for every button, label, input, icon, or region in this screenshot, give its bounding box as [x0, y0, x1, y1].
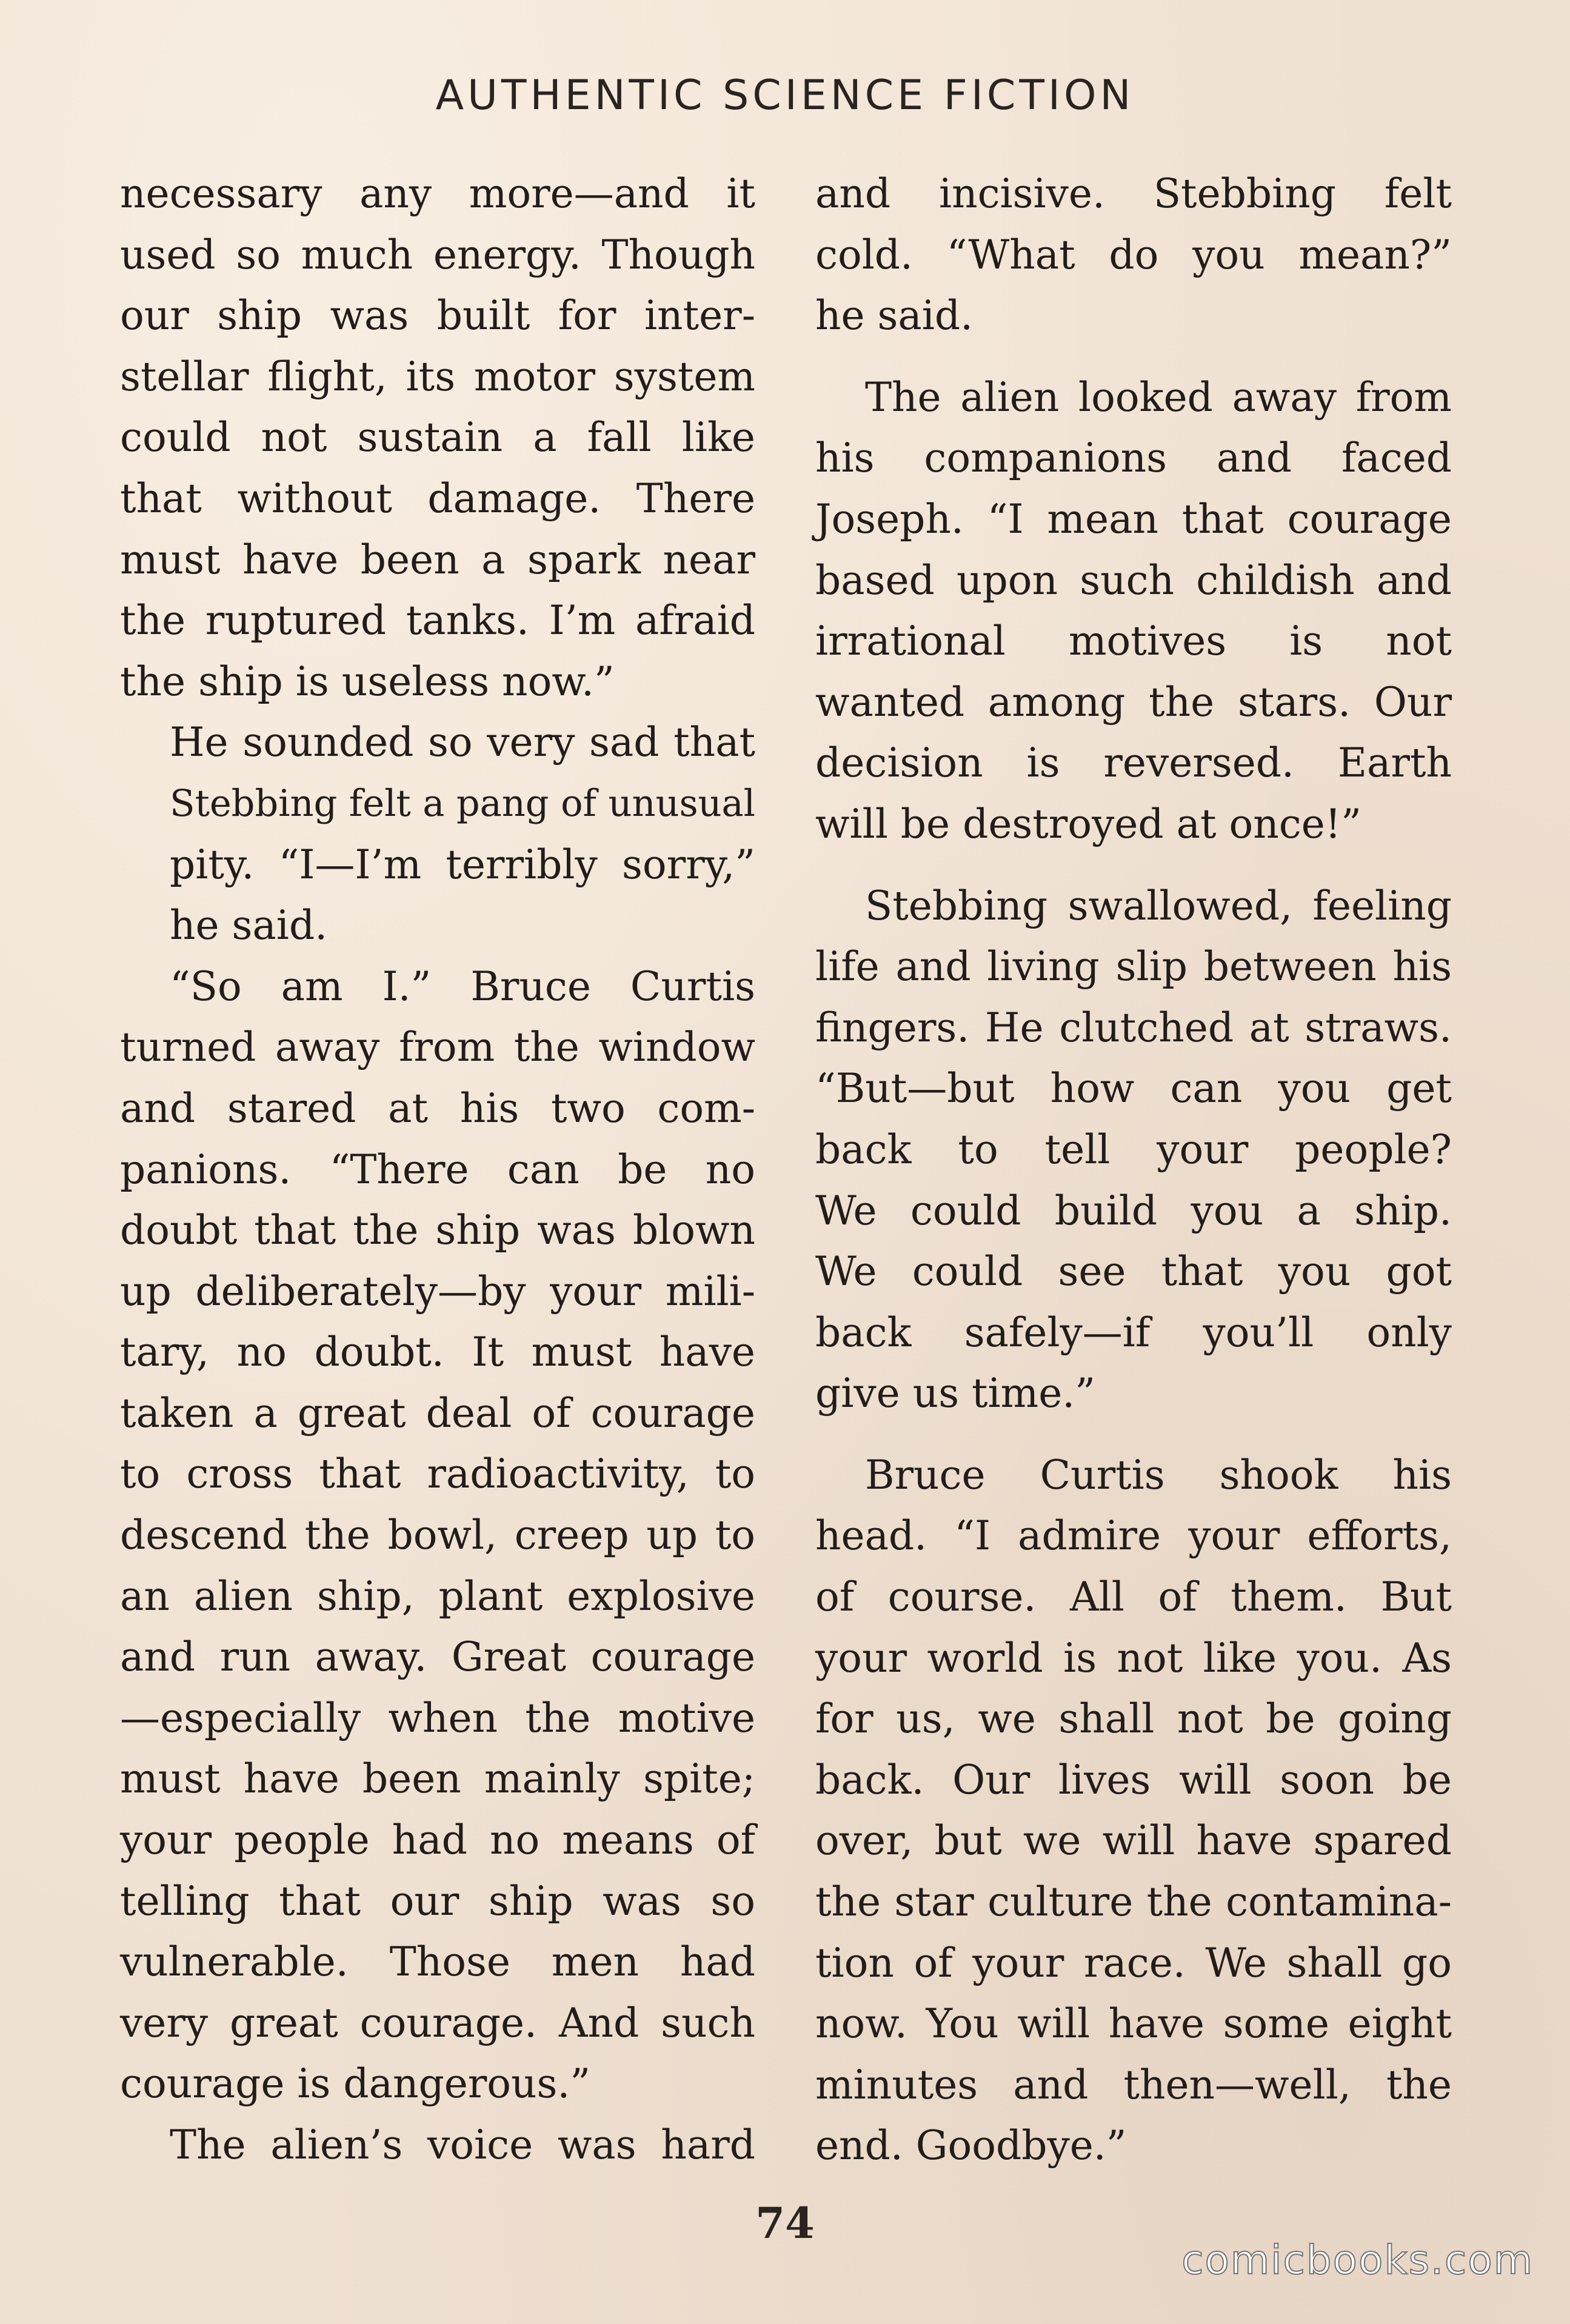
text-line: We could build you a ship.	[815, 1187, 1452, 1234]
paragraph	[120, 2115, 755, 2176]
paragraph	[120, 164, 755, 712]
text-line: “So am I.” Bruce Curtis	[170, 963, 755, 1010]
text-line: used so much energy. Though	[120, 231, 755, 278]
text-line: The alien looked away from	[865, 373, 1452, 421]
text-line: and stared at his two com-	[120, 1084, 755, 1132]
running-head: AUTHENTIC SCIENCE FICTION	[435, 72, 1135, 119]
text-line: the ship is useless now.”	[120, 658, 615, 705]
text-line: Bruce Curtis shook his	[865, 1451, 1452, 1498]
text-line: panions. “There can be no	[120, 1146, 755, 1193]
text-line: will be destroyed at once!”	[815, 800, 1362, 847]
text-line: The alien’s voice was hard	[170, 2122, 755, 2168]
text-line: doubt that the ship was blown	[120, 1207, 755, 1254]
paragraph	[815, 367, 1452, 855]
text-line: our ship was built for inter-	[120, 292, 755, 339]
text-line: based upon such childish and	[815, 556, 1452, 604]
paragraph	[815, 876, 1452, 1424]
text-line: could not sustain a fall like	[120, 414, 755, 461]
text-line: the ruptured tanks. I’m afraid	[120, 597, 755, 644]
text-line: Stebbing felt a pang of unusual	[170, 782, 755, 825]
text-line: he said.	[815, 292, 974, 339]
text-line: must have been mainly spite;	[120, 1755, 755, 1803]
text-line: his companions and faced	[815, 435, 1452, 482]
text-line: Joseph. “I mean that courage	[815, 495, 1452, 543]
text-line: and incisive. Stebbing felt	[815, 170, 1452, 217]
paragraph	[120, 712, 755, 956]
text-line: over, but we will have spared	[815, 1817, 1452, 1865]
text-line: tion of your race. We shall go	[815, 1939, 1452, 1986]
paragraph	[120, 957, 755, 2115]
text-line: minutes and then—well, the	[815, 2061, 1452, 2108]
text-line: that without damage. There	[120, 475, 755, 522]
text-line: back. Our lives will soon be	[815, 1756, 1452, 1803]
page-number: 74	[755, 2198, 815, 2248]
text-line: and run away. Great courage	[120, 1634, 755, 1681]
text-line: He sounded so very sad that	[170, 719, 755, 766]
text-line: head. “I admire your efforts,	[815, 1512, 1452, 1560]
text-line: back safely—if you’ll only	[815, 1309, 1452, 1356]
text-line: life and living slip between his	[815, 943, 1452, 990]
text-line: very great courage. And such	[120, 1999, 755, 2046]
text-line: give us time.”	[815, 1370, 1096, 1417]
text-line: fingers. He clutched at straws.	[815, 1004, 1452, 1051]
text-line: now. You will have some eight	[815, 2000, 1452, 2048]
text-line: up deliberately—by your mili-	[120, 1267, 755, 1315]
text-line: We could see that you got	[815, 1248, 1452, 1295]
text-line: the star culture the contamina-	[815, 1878, 1452, 1926]
text-line: an alien ship, plant explosive	[120, 1572, 755, 1620]
left-column	[120, 164, 755, 2176]
paragraph	[815, 164, 1452, 347]
text-line: telling that our ship was so	[120, 1877, 755, 1925]
text-line: descend the bowl, creep up to	[120, 1512, 755, 1559]
paragraph	[815, 1445, 1452, 2177]
text-line: taken a great deal of courage	[120, 1389, 755, 1437]
text-line: —especially when the motive	[120, 1694, 755, 1741]
text-line: courage is dangerous.”	[120, 2060, 591, 2108]
text-line: necessary any more—and it	[120, 170, 755, 217]
text-line: your world is not like you. As	[815, 1634, 1452, 1681]
text-line: to cross that radioactivity, to	[120, 1451, 755, 1498]
text-line: “But—but how can you get	[815, 1065, 1452, 1112]
text-line: back to tell your people?	[815, 1126, 1452, 1173]
right-column	[815, 164, 1452, 2177]
text-line: for us, we shall not be going	[815, 1695, 1452, 1743]
text-line: wanted among the stars. Our	[815, 678, 1452, 726]
text-line: decision is reversed. Earth	[815, 740, 1452, 787]
text-line: pity. “I—I’m terribly sorry,”	[170, 841, 755, 888]
watermark: comicbooks.com	[1181, 2237, 1534, 2283]
text-line: vulnerable. Those men had	[120, 1938, 755, 1986]
text-line: of course. All of them. But	[815, 1574, 1452, 1621]
text-line: must have been a spark near	[120, 536, 755, 583]
text-line: irrational motives is not	[815, 618, 1452, 665]
text-line: stellar flight, its motor system	[120, 353, 755, 400]
text-line: cold. “What do you mean?”	[815, 231, 1452, 278]
text-line: Stebbing swallowed, feeling	[865, 882, 1452, 929]
text-line: he said.	[170, 902, 328, 949]
text-line: turned away from the window	[120, 1024, 755, 1071]
text-line: tary, no doubt. It must have	[120, 1329, 755, 1376]
text-line: your people had no means of	[120, 1817, 755, 1864]
text-line: end. Goodbye.”	[815, 2122, 1127, 2169]
